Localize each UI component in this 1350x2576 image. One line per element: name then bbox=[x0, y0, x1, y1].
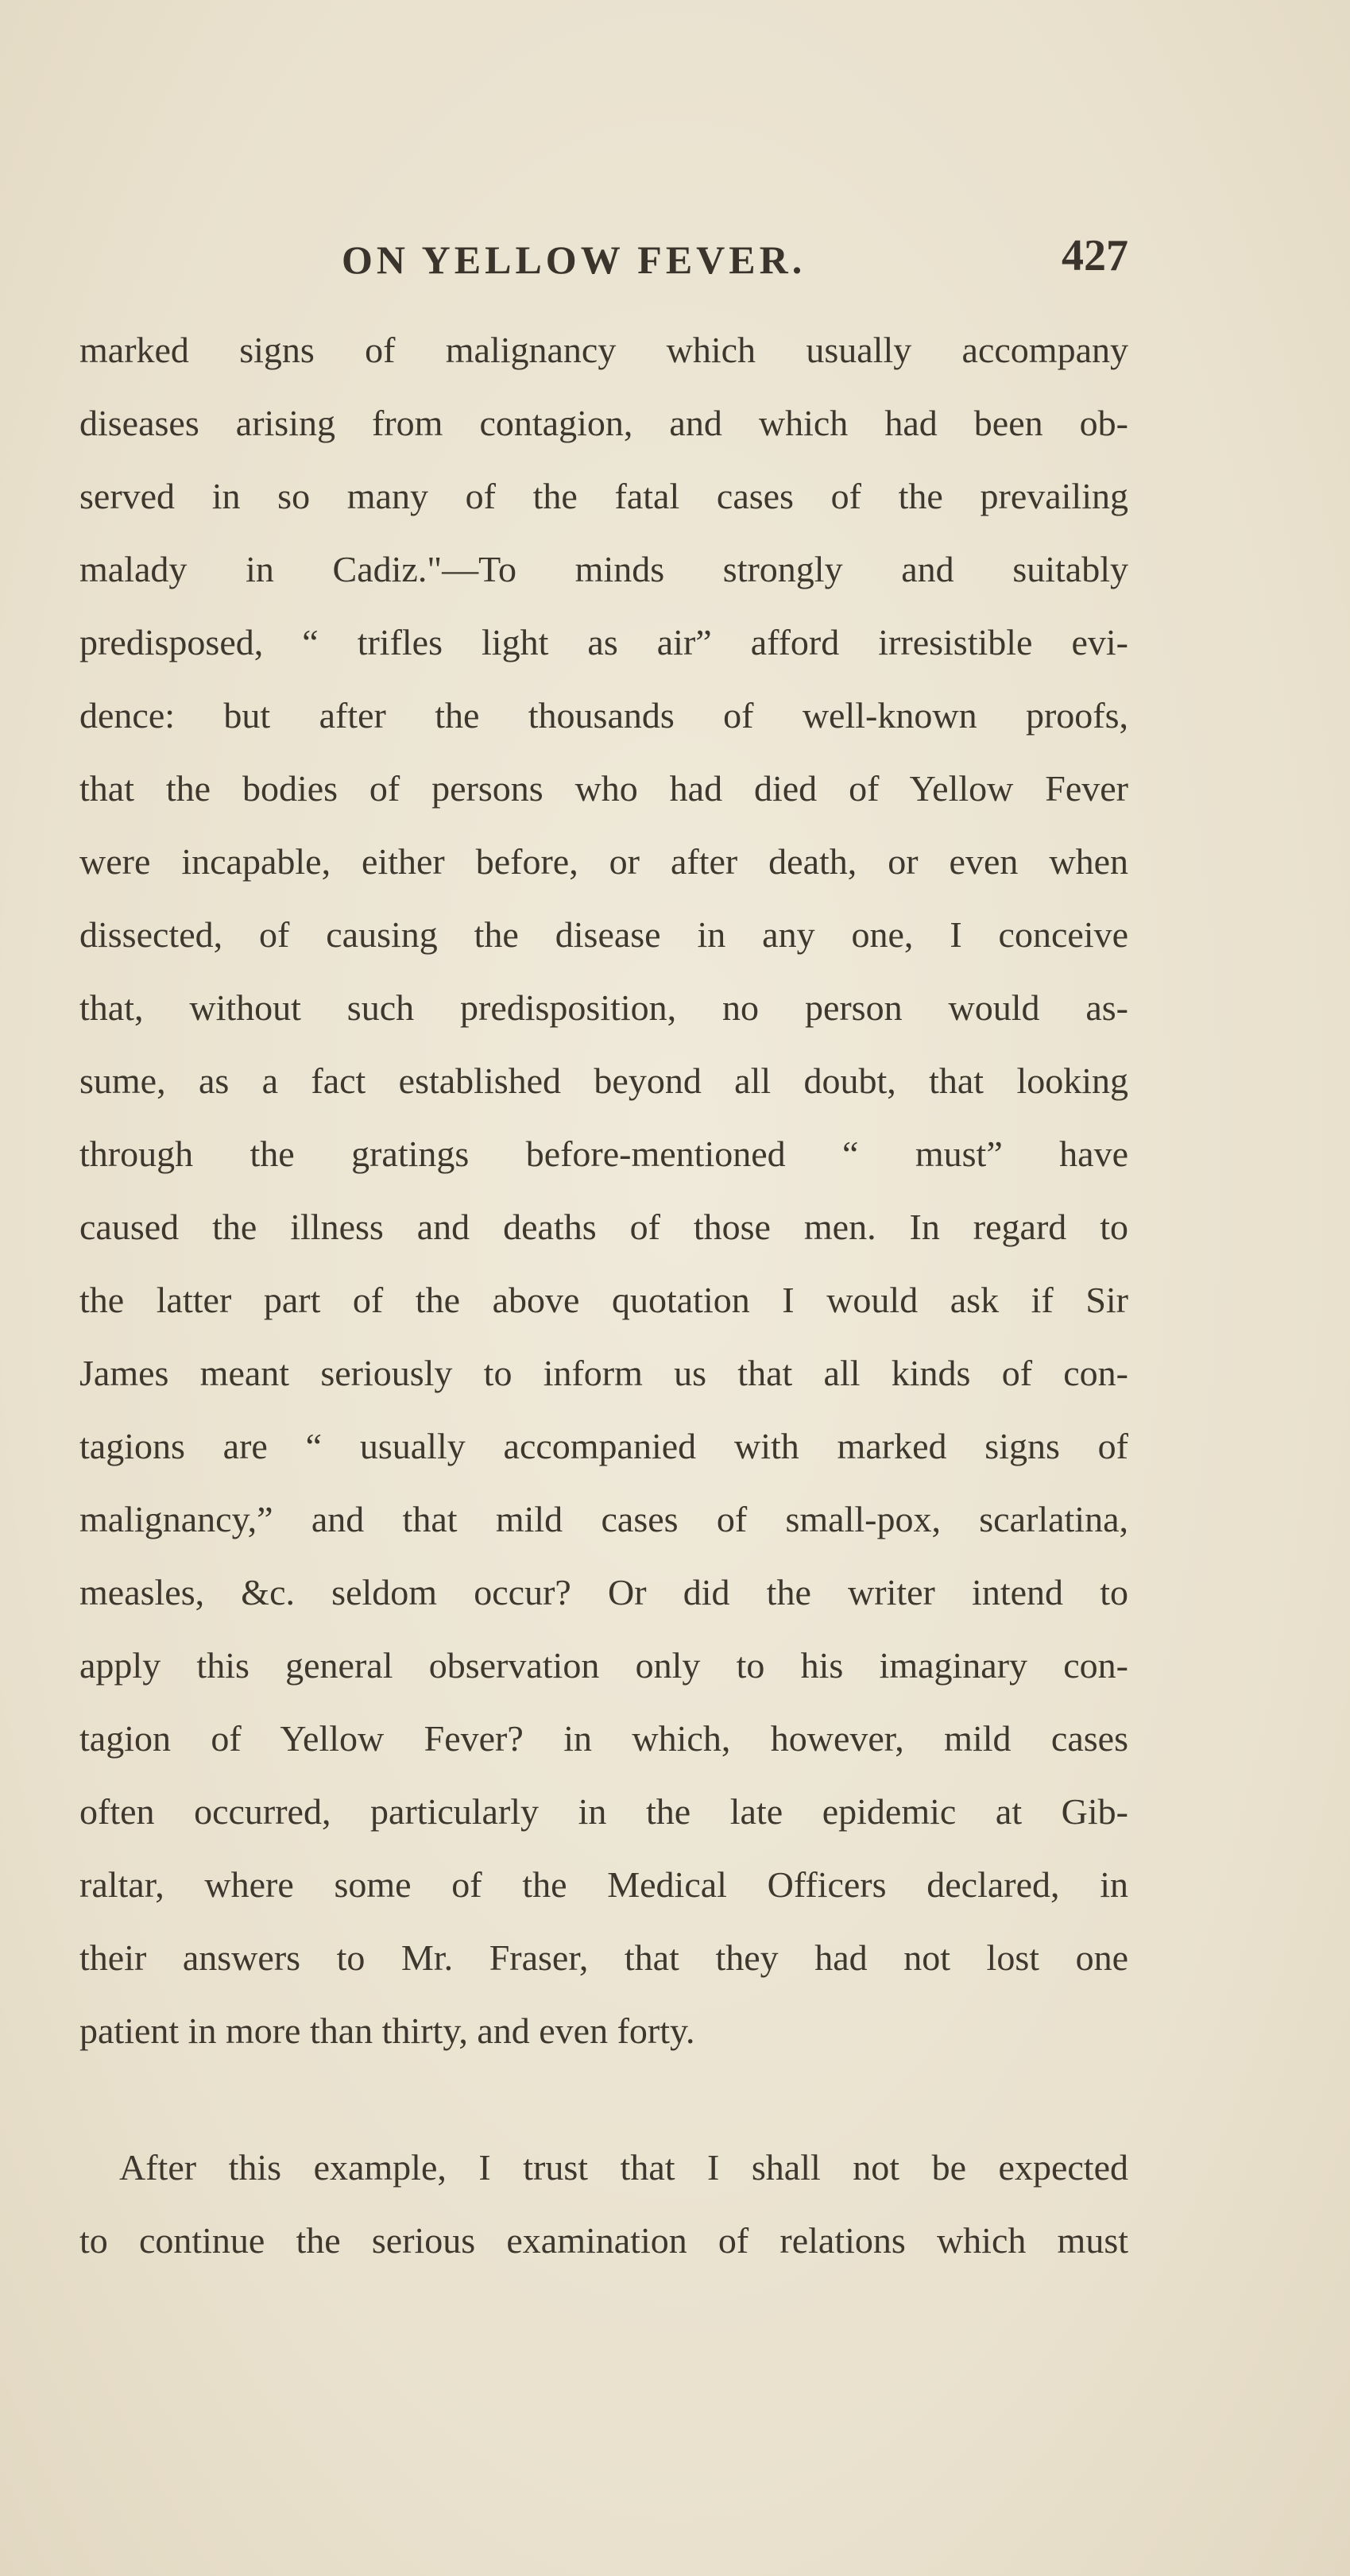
text-line: diseases arising from contagion, and which had been ob- bbox=[79, 403, 1128, 443]
text-line: raltar, where some of the Medical Officers declared, in bbox=[79, 1864, 1128, 1905]
page-header bbox=[79, 230, 1128, 294]
text-line: often occurred, particularly in the late epidemic at Gib- bbox=[79, 1791, 1128, 1832]
text-line: to continue the serious examination of relations which must bbox=[79, 2220, 1128, 2261]
text-line: malignancy,” and that mild cases of small-pox, scarlatina, bbox=[79, 1499, 1128, 1539]
text-line: malady in Cadiz."—To minds strongly and suitably bbox=[79, 549, 1128, 589]
text-line: dence: but after the thousands of well-known proofs, bbox=[79, 695, 1128, 736]
text-line: were incapable, either before, or after death, or even when bbox=[79, 841, 1128, 882]
text-line: tagions are “ usually accompanied with marked signs of bbox=[79, 1426, 1128, 1466]
text-line: that the bodies of persons who had died of Yellow Fever bbox=[79, 768, 1128, 809]
text-line: served in so many of the fatal cases of the prevailing bbox=[79, 476, 1128, 516]
text-line: the latter part of the above quotation I would ask if Sir bbox=[79, 1280, 1128, 1320]
text-line: dissected, of causing the disease in any one, I conceive bbox=[79, 914, 1128, 955]
paragraph-2 bbox=[79, 2131, 1128, 2277]
text-line: through the gratings before-mentioned “ must” have bbox=[79, 1134, 1128, 1174]
text-line: patient in more than thirty, and even forty. bbox=[79, 2010, 695, 2051]
text-line: sume, as a fact established beyond all doubt, that looking bbox=[79, 1060, 1128, 1101]
text-line: tagion of Yellow Fever? in which, however, mild cases bbox=[79, 1718, 1128, 1759]
text-line: predisposed, “ trifles light as air” afford irresistible evi- bbox=[79, 622, 1128, 662]
text-line: apply this general observation only to his imaginary con- bbox=[79, 1645, 1128, 1686]
page-number: 427 bbox=[1062, 231, 1128, 280]
text-line: that, without such predisposition, no person would as- bbox=[79, 987, 1128, 1028]
text-line: marked signs of malignancy which usually accompany bbox=[79, 330, 1128, 370]
running-head: ON YELLOW FEVER. bbox=[342, 238, 807, 282]
body-text bbox=[79, 314, 1128, 2277]
text-line: James meant seriously to inform us that all kinds of con- bbox=[79, 1353, 1128, 1393]
paragraph-spacer bbox=[79, 2068, 1128, 2131]
text-line: After this example, I trust that I shall not be expected bbox=[119, 2147, 1128, 2188]
paragraph-1 bbox=[79, 314, 1128, 2068]
text-line: their answers to Mr. Fraser, that they had not lost one bbox=[79, 1937, 1128, 1978]
text-line: measles, &c. seldom occur? Or did the writer intend to bbox=[79, 1572, 1128, 1612]
text-line: caused the illness and deaths of those men. In regard to bbox=[79, 1207, 1128, 1247]
